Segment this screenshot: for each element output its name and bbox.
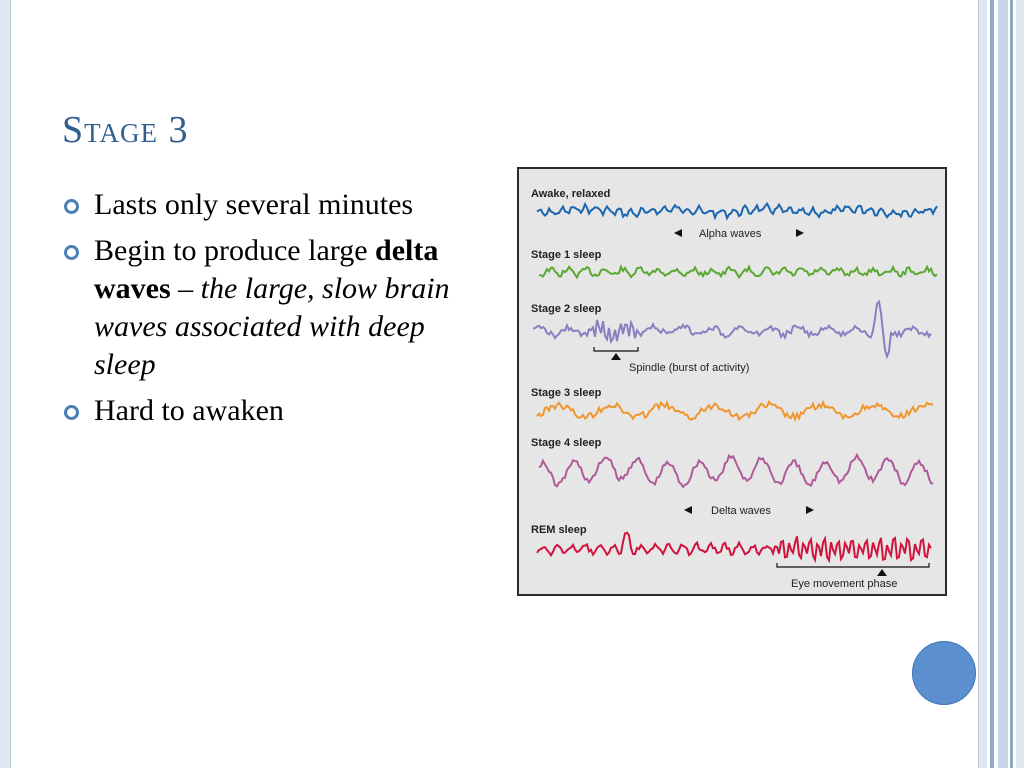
label-stage3: Stage 3 sleep xyxy=(531,387,602,399)
label-awake: Awake, relaxed xyxy=(531,188,611,200)
bullet-term: delta waves xyxy=(94,234,439,305)
label-rem: REM sleep xyxy=(531,524,587,536)
arrow-right-icon xyxy=(796,229,804,237)
bullet-icon xyxy=(64,405,79,420)
label-stage2: Stage 2 sleep xyxy=(531,303,602,315)
bullet-item xyxy=(64,392,464,430)
bullet-dash: – xyxy=(170,272,201,305)
bullet-definition: the large, slow brain waves associated with deep sleep xyxy=(94,272,450,381)
slide-title: Stage 3 xyxy=(62,109,189,151)
bullet-item xyxy=(64,186,464,224)
label-eye: Eye movement phase xyxy=(791,578,898,590)
spindle-pointer-icon xyxy=(611,353,621,360)
stage1-wave xyxy=(539,267,937,278)
arrow-right-icon xyxy=(806,506,814,514)
bullet-text-lead: Begin to produce large xyxy=(94,234,376,267)
label-stage4: Stage 4 sleep xyxy=(531,437,602,449)
decorative-circle xyxy=(912,641,976,705)
arrow-left-icon xyxy=(684,506,692,514)
label-stage1: Stage 1 sleep xyxy=(531,249,602,261)
left-border-decoration xyxy=(0,0,11,768)
bullet-icon xyxy=(64,199,79,214)
bullet-text: Lasts only several minutes xyxy=(94,188,414,221)
spindle-bracket xyxy=(594,347,638,351)
rem-wave xyxy=(537,533,931,561)
stage4-wave xyxy=(539,455,933,487)
bullet-list xyxy=(64,186,464,438)
eeg-waves-svg xyxy=(519,169,945,594)
bullet-item xyxy=(64,232,464,384)
arrow-left-icon xyxy=(674,229,682,237)
bullet-text: Hard to awaken xyxy=(94,394,284,427)
label-spindle: Spindle (burst of activity) xyxy=(629,362,750,374)
right-border-decoration xyxy=(978,0,1024,768)
eeg-figure xyxy=(517,167,947,596)
label-alpha: Alpha waves xyxy=(699,228,762,240)
label-delta: Delta waves xyxy=(711,505,771,517)
eye-movement-pointer-icon xyxy=(877,569,887,576)
eye-movement-bracket xyxy=(777,563,929,567)
stage3-wave xyxy=(537,402,933,420)
bullet-icon xyxy=(64,245,79,260)
awake-wave xyxy=(537,204,937,219)
